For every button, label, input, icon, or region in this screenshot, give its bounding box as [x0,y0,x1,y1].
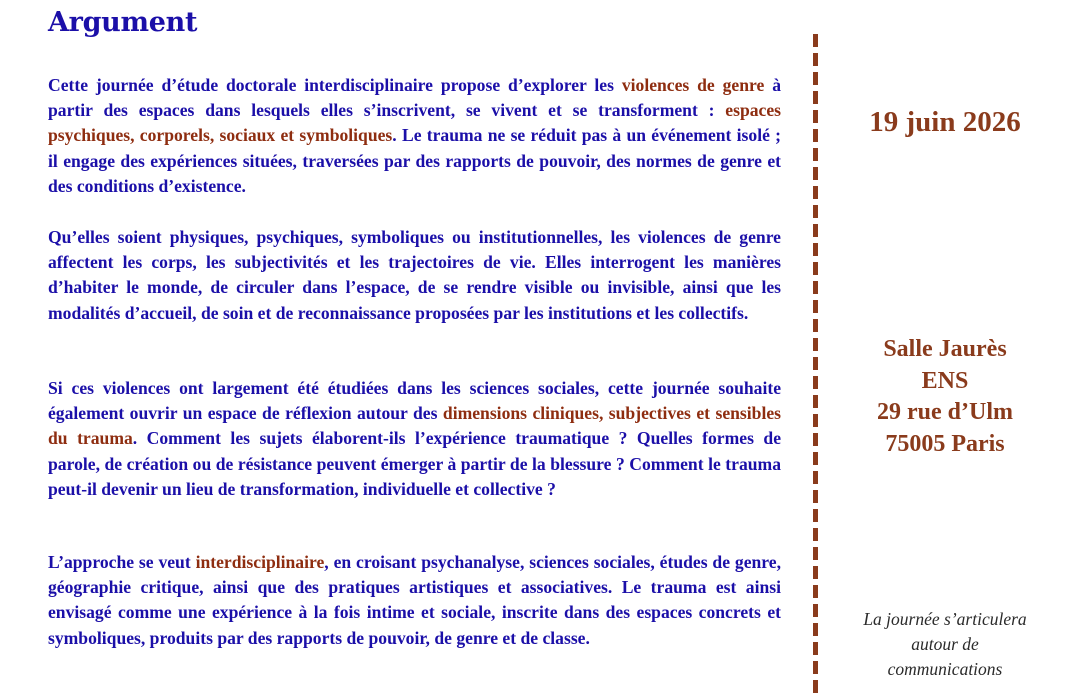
paragraph-3 [48,376,781,502]
text-segment: Cette journée d’étude doctorale interdisciplinaire propose d’explorer les [48,75,622,95]
paragraph-1 [48,73,781,199]
text-segment: . Le trauma ne se réduit pas à un événement isolé ; il engage des expériences situées, traversées par des rapports de pouvoir, des normes de genre et des conditions d’existence. [48,125,782,196]
venue-institution: ENS [921,367,969,394]
note-line: communications [887,659,1003,679]
venue-city: 75005 Paris [885,430,1005,457]
text-segment: Qu’elles soient physiques, psychiques, symboliques ou institutionnelles, les violences de genre affectent les corps, les subjectivités et les trajectoires de vie. Elles interrogent les manières d’habiter le monde, de circuler dans l’espace, de se rendre visible ou invisible, ainsi que les modalités d’accueil, de soin et de reconnaissance proposées par les institutions et les collectifs. [48,227,781,323]
text-segment: L’approche se veut [48,552,196,572]
venue-street: 29 rue d’Ulm [877,399,1013,425]
note-line: autour de [911,634,979,654]
event-date: 19 juin 2026 [869,106,1021,138]
highlight-espaces: espaces psychiques, corporels, sociaux et symboliques [48,100,781,146]
paragraph-4 [48,550,781,651]
text-segment: à partir des espaces dans lesquels elles s’inscrivent, se vivent et se transforment : [48,75,782,121]
highlight-violences-de-genre: violences de genre [621,75,765,95]
event-venue [830,334,1060,460]
text-segment: Si ces violences ont largement été étudiées dans les sciences sociales, cette journée souhaite également ouvrir un espace de réflexion autour des [48,378,781,424]
text-segment: . Comment les sujets élaborent-ils l’expérience traumatique ? Quelles formes de parole, de création ou de résistance peuvent émerger à partir de la blessure ? Comment le trauma peut-il devenir un lieu de transformation, individuelle et collective ? [48,428,782,499]
section-title: Argument [48,7,198,38]
note-line: La journée s’articulera [863,609,1027,629]
paragraph-2 [48,225,781,326]
dashed-divider [813,34,818,694]
highlight-interdisciplinaire: interdisciplinaire [195,552,325,572]
event-note [830,607,1060,682]
venue-room: Salle Jaurès [883,336,1007,362]
highlight-dimensions-cliniques: dimensions cliniques, subjectives et sensibles du trauma [48,403,781,449]
text-segment: , en croisant psychanalyse, sciences sociales, études de genre, géographie critique, ainsi que des pratiques artistiques et associatives. Le trauma est ainsi envisagé comme une expérience à la fois intime et sociale, inscrite dans des espaces concrets et symboliques, produits par des rapports de pouvoir, de genre et de classe. [48,552,781,648]
